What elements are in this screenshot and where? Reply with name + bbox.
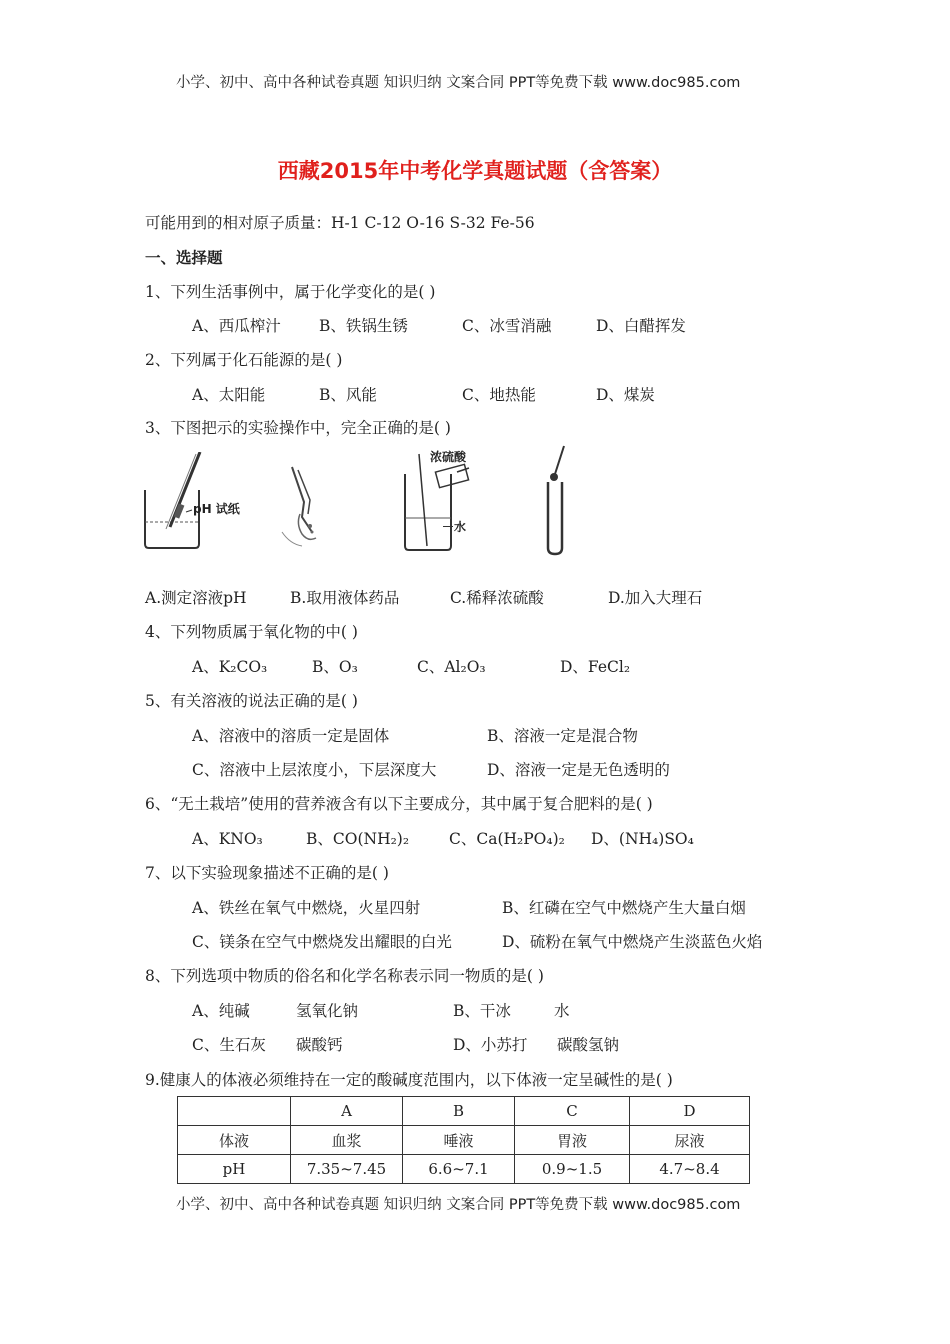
question-8-option-b-chem: 水 — [554, 1002, 570, 1020]
figure-take-liquid — [262, 462, 342, 552]
table-cell: D — [630, 1097, 750, 1126]
table-cell: 尿液 — [630, 1126, 750, 1155]
question-3-stem: 3、下图把示的实验操作中，完全正确的是( ) — [145, 419, 451, 437]
question-1-option-a: A、西瓜榨汁 — [192, 317, 281, 335]
table-cell: 4.7~8.4 — [630, 1155, 750, 1184]
question-4-option-d: D、FeCl₂ — [560, 658, 631, 676]
table-cell: 6.6~7.1 — [403, 1155, 515, 1184]
question-8-option-a-name: A、纯碱 — [192, 1002, 250, 1020]
question-3-option-a: A.测定溶液pH — [145, 589, 247, 607]
question-7-stem: 7、以下实验现象描述不正确的是( ) — [145, 864, 389, 882]
question-9-stem: 9.健康人的体液必须维持在一定的酸碱度范围内，以下体液一定呈碱性的是( ) — [145, 1071, 673, 1089]
question-8-option-c-name: C、生石灰 — [192, 1036, 266, 1054]
table-cell: 血浆 — [291, 1126, 403, 1155]
question-1-option-d: D、白醋挥发 — [596, 317, 686, 335]
figure-water-pointer — [443, 526, 453, 527]
question-5-option-a: A、溶液中的溶质一定是固体 — [192, 727, 390, 745]
page-title: 西藏2015年中考化学真题试题（含答案） — [277, 159, 673, 183]
page-header: 小学、初中、高中各种试卷真题 知识归纳 文案合同 PPT等免费下载 www.doc985.com — [176, 75, 741, 91]
figure-label-ph-paper: pH 试纸 — [193, 502, 240, 516]
question-3-option-d: D.加入大理石 — [608, 589, 703, 607]
question-1-option-b: B、铁锅生锈 — [319, 317, 408, 335]
question-3-option-c: C.稀释浓硫酸 — [450, 589, 544, 607]
question-6-option-b: B、CO(NH₂)₂ — [306, 830, 410, 848]
question-7-option-d: D、硫粉在氧气中燃烧产生淡蓝色火焰 — [502, 933, 763, 951]
question-4-option-b: B、O₃ — [312, 658, 358, 676]
table-header-row — [178, 1097, 750, 1126]
atomic-masses: 可能用到的相对原子质量：H-1 C-12 O-16 S-32 Fe-56 — [145, 214, 535, 232]
question-2-option-c: C、地热能 — [462, 386, 536, 404]
question-2-stem: 2、下列属于化石能源的是( ) — [145, 351, 343, 369]
question-7-option-a: A、铁丝在氧气中燃烧，火星四射 — [192, 899, 421, 917]
question-8-option-d-name: D、小苏打 — [453, 1036, 528, 1054]
question-7-option-c: C、镁条在空气中燃烧发出耀眼的白光 — [192, 933, 452, 951]
table-cell: C — [515, 1097, 630, 1126]
question-5-option-c: C、溶液中上层浓度小，下层深度大 — [192, 761, 437, 779]
table-row — [178, 1126, 750, 1155]
question-9-table — [177, 1096, 750, 1184]
section-heading: 一、选择题 — [145, 249, 223, 267]
table-cell: A — [291, 1097, 403, 1126]
question-5-option-b: B、溶液一定是混合物 — [487, 727, 638, 745]
question-8-stem: 8、下列选项中物质的俗名和化学名称表示同一物质的是( ) — [145, 967, 544, 985]
figure-add-marble — [538, 444, 578, 556]
question-5-option-d: D、溶液一定是无色透明的 — [487, 761, 670, 779]
question-2-option-b: B、风能 — [319, 386, 377, 404]
table-cell: 胃液 — [515, 1126, 630, 1155]
table-cell: 唾液 — [403, 1126, 515, 1155]
table-cell — [178, 1097, 291, 1126]
table-row — [178, 1155, 750, 1184]
question-4-option-a: A、K₂CO₃ — [192, 658, 268, 676]
question-6-option-c: C、Ca(H₂PO₄)₂ — [449, 830, 565, 848]
question-7-option-b: B、红磷在空气中燃烧产生大量白烟 — [502, 899, 746, 917]
question-6-stem: 6、“无土栽培”使用的营养液含有以下主要成分，其中属于复合肥料的是( ) — [145, 795, 653, 813]
table-cell: 7.35~7.45 — [291, 1155, 403, 1184]
question-2-option-d: D、煤炭 — [596, 386, 655, 404]
question-4-option-c: C、Al₂O₃ — [417, 658, 486, 676]
table-cell: 体液 — [178, 1126, 291, 1155]
question-4-stem: 4、下列物质属于氧化物的中( ) — [145, 623, 358, 641]
question-3-option-b: B.取用液体药品 — [290, 589, 400, 607]
question-6-option-a: A、KNO₃ — [192, 830, 263, 848]
question-6-option-d: D、(NH₄)SO₄ — [591, 830, 694, 848]
figure-label-acid: 浓硫酸 — [430, 450, 467, 464]
figure-label-water: 水 — [454, 520, 467, 534]
question-8-option-b-name: B、干冰 — [453, 1002, 511, 1020]
table-cell: 0.9~1.5 — [515, 1155, 630, 1184]
question-2-option-a: A、太阳能 — [192, 386, 266, 404]
question-8-option-a-chem: 氢氧化钠 — [296, 1002, 359, 1020]
table-cell: pH — [178, 1155, 291, 1184]
table-cell: B — [403, 1097, 515, 1126]
question-8-option-c-chem: 碳酸钙 — [296, 1036, 343, 1054]
page-footer: 小学、初中、高中各种试卷真题 知识归纳 文案合同 PPT等免费下载 www.doc985.com — [176, 1197, 741, 1213]
question-8-option-d-chem: 碳酸氢钠 — [557, 1036, 620, 1054]
question-1-option-c: C、冰雪消融 — [462, 317, 552, 335]
question-1-stem: 1、下列生活事例中，属于化学变化的是( ) — [145, 283, 436, 301]
question-5-stem: 5、有关溶液的说法正确的是( ) — [145, 692, 358, 710]
